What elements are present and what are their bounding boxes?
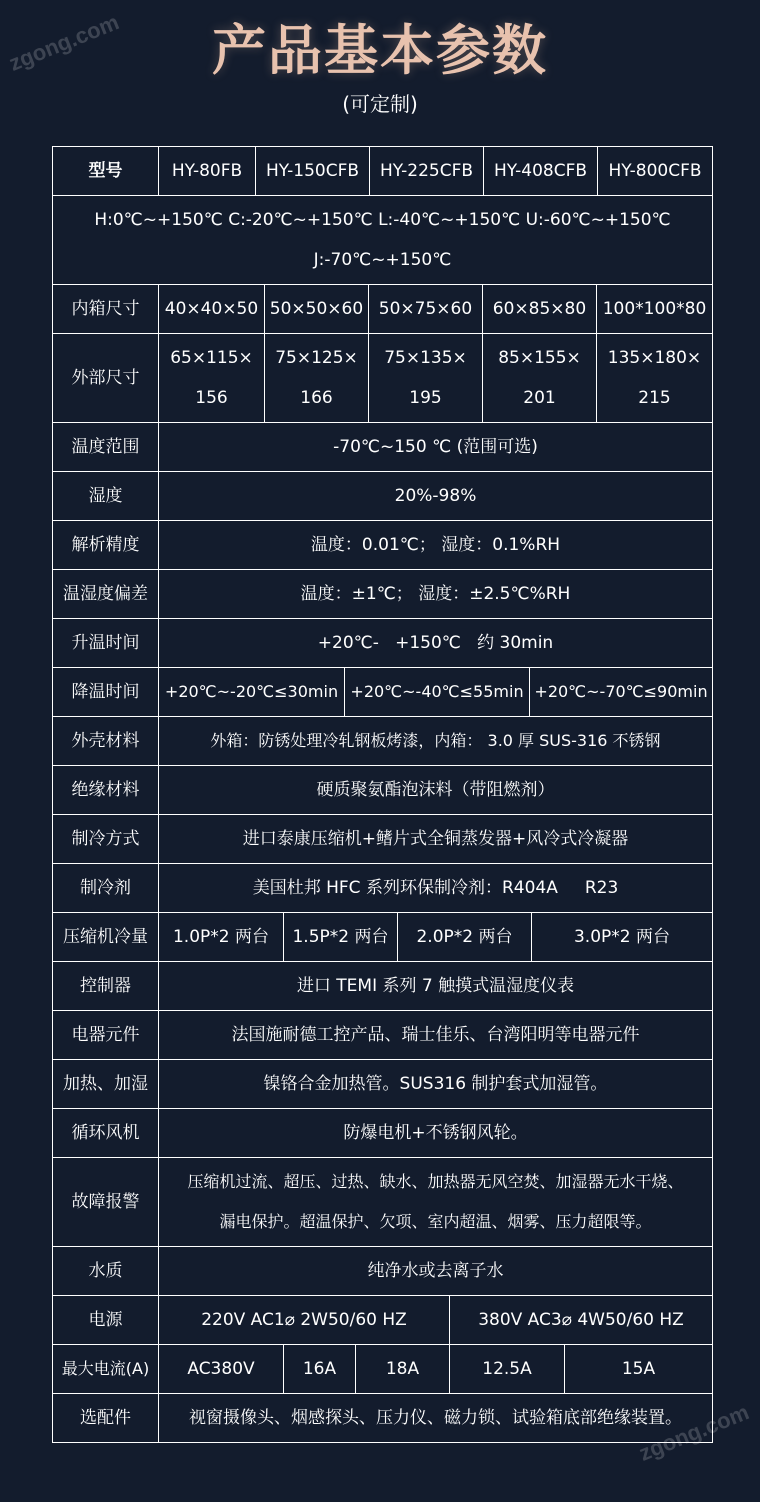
table-cell bbox=[597, 334, 713, 422]
cell-line: 201 bbox=[523, 388, 556, 408]
table-row-fan bbox=[53, 1109, 713, 1158]
cell-line: 195 bbox=[409, 388, 442, 408]
row-label: 加热、加湿 bbox=[53, 1060, 159, 1108]
table-row-outer-size bbox=[53, 334, 713, 423]
table-cell: 进口 TEMI 系列 7 触摸式温湿度仪表 bbox=[159, 962, 713, 1010]
table-row-electrical bbox=[53, 1011, 713, 1060]
table-row-refrigeration bbox=[53, 815, 713, 864]
table-cell: 60×85×80 bbox=[483, 285, 597, 333]
table-cell: 镍铬合金加热管。SUS316 制护套式加湿管。 bbox=[159, 1060, 713, 1108]
table-cell: AC380V bbox=[159, 1345, 284, 1393]
table-row-refrigerant bbox=[53, 864, 713, 913]
table-row-alarm bbox=[53, 1158, 713, 1247]
table-row-power bbox=[53, 1296, 713, 1345]
row-label: 循环风机 bbox=[53, 1109, 159, 1157]
cell-line: 135×180× bbox=[607, 348, 702, 368]
table-row-max-current bbox=[53, 1345, 713, 1394]
table-cell: 温度：±1℃； 湿度：±2.5℃%RH bbox=[159, 570, 713, 618]
row-label: 型号 bbox=[53, 147, 159, 195]
cell-line: 漏电保护。超温保护、欠项、室内超温、烟雾、压力超限等。 bbox=[219, 1212, 652, 1231]
table-row-accessories bbox=[53, 1394, 713, 1443]
table-row-heating-time bbox=[53, 619, 713, 668]
table-cell: +20℃~-70℃≤90min bbox=[530, 668, 713, 716]
range-note-line: J:-70℃~+150℃ bbox=[313, 250, 452, 270]
table-cell: 16A bbox=[284, 1345, 356, 1393]
row-label: 故障报警 bbox=[53, 1158, 159, 1246]
cell-line: 压缩机过流、超压、过热、缺水、加热器无风空焚、加湿器无水干烧、 bbox=[187, 1172, 684, 1191]
table-cell: 外箱：防锈处理冷轧钢板烤漆，内箱： 3.0 厚 SUS-316 不锈钢 bbox=[159, 717, 713, 765]
table-cell: +20℃~-40℃≤55min bbox=[345, 668, 530, 716]
row-label: 控制器 bbox=[53, 962, 159, 1010]
table-row-shell bbox=[53, 717, 713, 766]
row-label: 制冷方式 bbox=[53, 815, 159, 863]
table-row-inner-size bbox=[53, 285, 713, 334]
page-subtitle: (可定制) bbox=[342, 92, 418, 116]
table-cell: 2.0P*2 两台 bbox=[398, 913, 532, 961]
table-cell: 1.5P*2 两台 bbox=[284, 913, 398, 961]
table-cell: 纯净水或去离子水 bbox=[159, 1247, 713, 1295]
table-cell: 220V AC1⌀ 2W50/60 HZ bbox=[159, 1296, 450, 1344]
table-cell: 100*100*80 bbox=[597, 285, 713, 333]
table-cell: 50×50×60 bbox=[265, 285, 369, 333]
table-cell bbox=[265, 334, 369, 422]
row-label: 电器元件 bbox=[53, 1011, 159, 1059]
table-cell: 3.0P*2 两台 bbox=[532, 913, 713, 961]
table-row-insulation bbox=[53, 766, 713, 815]
table-cell: HY-408CFB bbox=[484, 147, 598, 195]
table-cell: 50×75×60 bbox=[369, 285, 483, 333]
table-row-temp-range bbox=[53, 423, 713, 472]
table-cell: 20%-98% bbox=[159, 472, 713, 520]
table-cell: HY-800CFB bbox=[598, 147, 713, 195]
table-row-resolution bbox=[53, 521, 713, 570]
table-cell: 硬质聚氨酯泡沫料（带阻燃剂） bbox=[159, 766, 713, 814]
row-label: 压缩机冷量 bbox=[53, 913, 159, 961]
table-row-range-note bbox=[53, 196, 713, 285]
table-row-model bbox=[53, 147, 713, 196]
row-label: 水质 bbox=[53, 1247, 159, 1295]
table-row-heat-humid bbox=[53, 1060, 713, 1109]
table-row-deviation bbox=[53, 570, 713, 619]
table-cell: 40×40×50 bbox=[159, 285, 265, 333]
range-note-line: H:0℃~+150℃ C:-20℃~+150℃ L:-40℃~+150℃ U:-60℃~+150℃ bbox=[94, 210, 671, 230]
cell-line: 75×125× bbox=[275, 348, 358, 368]
table-cell: 380V AC3⌀ 4W50/60 HZ bbox=[450, 1296, 713, 1344]
row-label: 温湿度偏差 bbox=[53, 570, 159, 618]
table-cell: 12.5A bbox=[450, 1345, 565, 1393]
table-cell: 温度：0.01℃； 湿度：0.1%RH bbox=[159, 521, 713, 569]
watermark: zgong.com bbox=[635, 1399, 753, 1466]
row-label: 湿度 bbox=[53, 472, 159, 520]
cell-line: 156 bbox=[195, 388, 228, 408]
cell-line: 215 bbox=[638, 388, 671, 408]
table-row-cooling-time bbox=[53, 668, 713, 717]
cell-line: 65×115× bbox=[170, 348, 253, 368]
table-row-water bbox=[53, 1247, 713, 1296]
table-cell: 法国施耐德工控产品、瑞士佳乐、台湾阳明等电器元件 bbox=[159, 1011, 713, 1059]
table-cell: +20℃~-20℃≤30min bbox=[159, 668, 345, 716]
row-label: 选配件 bbox=[53, 1394, 159, 1442]
table-row-compressor bbox=[53, 913, 713, 962]
table-row-humidity bbox=[53, 472, 713, 521]
row-label: 外部尺寸 bbox=[53, 334, 159, 422]
table-cell: 18A bbox=[356, 1345, 450, 1393]
table-cell bbox=[483, 334, 597, 422]
row-label: 降温时间 bbox=[53, 668, 159, 716]
table-cell: 美国杜邦 HFC 系列环保制冷剂：R404A R23 bbox=[159, 864, 713, 912]
table-cell: 视窗摄像头、烟感探头、压力仪、磁力锁、试验箱底部绝缘装置。 bbox=[159, 1394, 713, 1442]
row-label: 升温时间 bbox=[53, 619, 159, 667]
table-cell bbox=[159, 1158, 713, 1246]
row-label: 绝缘材料 bbox=[53, 766, 159, 814]
table-cell: 进口泰康压缩机+鳍片式全铜蒸发器+风冷式冷凝器 bbox=[159, 815, 713, 863]
table-cell bbox=[369, 334, 483, 422]
page-title: 产品基本参数 bbox=[212, 19, 548, 82]
watermark: zgong.com bbox=[5, 9, 123, 76]
table-cell: 防爆电机+不锈钢风轮。 bbox=[159, 1109, 713, 1157]
table-cell: HY-80FB bbox=[159, 147, 256, 195]
table-cell: +20℃- +150℃ 约 30min bbox=[159, 619, 713, 667]
cell-line: 75×135× bbox=[384, 348, 467, 368]
table-cell: -70℃~150 ℃ (范围可选) bbox=[159, 423, 713, 471]
spec-table bbox=[52, 146, 713, 1443]
table-cell: HY-150CFB bbox=[256, 147, 370, 195]
table-row-controller bbox=[53, 962, 713, 1011]
cell-line: 166 bbox=[300, 388, 333, 408]
row-label: 外壳材料 bbox=[53, 717, 159, 765]
row-label: 最大电流(A) bbox=[53, 1345, 159, 1393]
cell-line: 85×155× bbox=[498, 348, 581, 368]
row-label: 电源 bbox=[53, 1296, 159, 1344]
row-label: 制冷剂 bbox=[53, 864, 159, 912]
row-label: 内箱尺寸 bbox=[53, 285, 159, 333]
range-note bbox=[53, 196, 713, 284]
row-label: 温度范围 bbox=[53, 423, 159, 471]
table-cell: 1.0P*2 两台 bbox=[159, 913, 284, 961]
table-cell: 15A bbox=[565, 1345, 713, 1393]
table-cell bbox=[159, 334, 265, 422]
table-cell: HY-225CFB bbox=[370, 147, 484, 195]
row-label: 解析精度 bbox=[53, 521, 159, 569]
